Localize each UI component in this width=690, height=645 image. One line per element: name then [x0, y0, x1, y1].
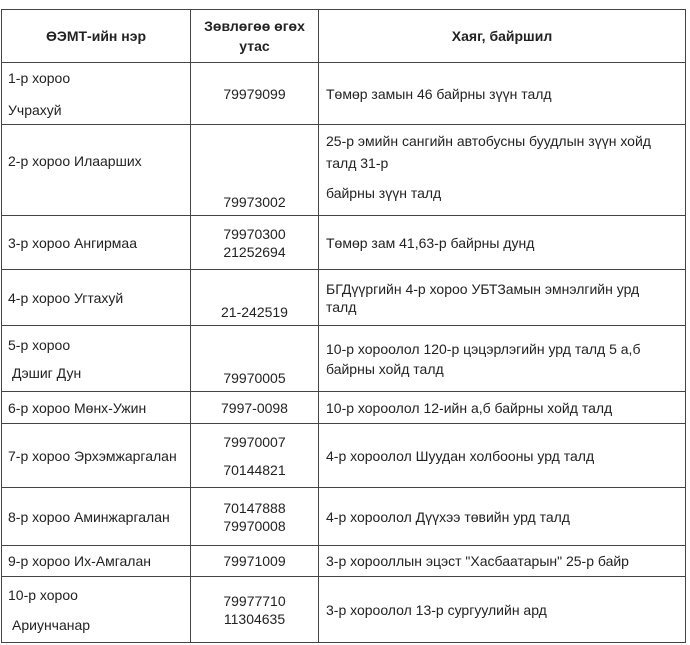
address-line2: байрны хойд талд [326, 360, 444, 377]
table-row [2, 125, 686, 216]
cell-address [319, 216, 686, 270]
cell-phone [191, 270, 319, 326]
phone-line2: 70144821 [223, 461, 286, 478]
header-phone-line2: утас [239, 38, 270, 54]
cell-name [2, 488, 191, 546]
cell-phone [191, 577, 319, 643]
phone-line2: 21252694 [223, 243, 286, 260]
phone-line1: 7997-0098 [221, 399, 288, 416]
phone-line1: 79971009 [223, 553, 286, 569]
name-line1: 3-р хороо Ангирмаа [8, 234, 137, 251]
name-line1: 4-р хороо Угтахуй [8, 289, 124, 306]
table-row [2, 216, 686, 270]
phone-line1: 79970007 [223, 433, 286, 450]
header-name: ӨЭМТ-ийн нэр [2, 10, 191, 63]
table-row [2, 488, 686, 546]
address-line2: талд 31-р [326, 155, 389, 171]
cell-name [2, 326, 191, 392]
cell-phone [191, 488, 319, 546]
address-line1: 10-р хороолол 120-р цэцэрлэгийн урд талд 5 а,б [326, 340, 641, 357]
name-line1: 7-р хороо Эрхэмжаргалан [8, 447, 177, 464]
cell-name [2, 546, 191, 577]
header-phone [191, 10, 319, 63]
phone-line1: 21-242519 [221, 304, 288, 320]
table-row [2, 326, 686, 392]
cell-address [319, 63, 686, 125]
cell-phone [191, 424, 319, 488]
table-header-row [2, 10, 686, 63]
header-phone-line1: Зөвлөгөө өгөх [204, 18, 305, 34]
name-line1: 6-р хороо Мөнх-Ужин [8, 399, 147, 416]
name-line2: Дэшиг Дун [12, 364, 82, 381]
cell-address [319, 546, 686, 577]
cell-address [319, 392, 686, 424]
address-line1: Төмөр зам 41,63-р байрны дунд [326, 234, 535, 251]
phone-line1: 79977710 [223, 592, 286, 609]
header-address: Хаяг, байршил [319, 10, 686, 63]
address-line1: 4-р хороолол Шуудан холбооны урд талд [326, 447, 595, 464]
cell-name [2, 125, 191, 216]
address-line1: 3-р хорооллын эцэст "Хасбаатарын" 25-р байр [326, 553, 629, 569]
address-line3: байрны зүүн талд [326, 185, 442, 201]
name-line1: 9-р хороо Их-Амгалан [8, 553, 151, 569]
cell-phone [191, 125, 319, 216]
cell-name [2, 216, 191, 270]
table-row [2, 270, 686, 326]
cell-phone [191, 63, 319, 125]
address-line1: БГДүүргийн 4-р хороо УБТЗамын эмнэлгийн урд [326, 280, 640, 297]
organization-table [1, 9, 686, 643]
name-line1: 10-р хороо [8, 586, 78, 603]
cell-phone [191, 216, 319, 270]
table-row [2, 392, 686, 424]
table-row [2, 424, 686, 488]
address-line1: Төмөр замын 46 байрны зүүн талд [326, 85, 552, 102]
phone-line1: 79973002 [223, 194, 286, 210]
table-row [2, 546, 686, 577]
name-line2: Ариунчанар [12, 616, 91, 633]
cell-name [2, 392, 191, 424]
cell-address [319, 577, 686, 643]
address-line1: 25-р эмийн сангийн автобусны буудлын зүүн хойд [326, 133, 651, 149]
phone-line1: 79979099 [223, 85, 286, 102]
name-line1: 1-р хороо [8, 69, 71, 86]
name-line1: 5-р хороо [8, 336, 71, 353]
cell-name [2, 63, 191, 125]
address-line1: 3-р хороолол 13-р сургуулийн ард [326, 601, 547, 618]
table-row [2, 577, 686, 643]
cell-phone [191, 326, 319, 392]
phone-line1: 79970300 [223, 225, 286, 242]
cell-name [2, 577, 191, 643]
phone-line2: 11304635 [223, 610, 286, 627]
cell-address [319, 125, 686, 216]
address-line1: 10-р хороолол 12-ийн а,б байрны хойд талд [326, 399, 613, 416]
name-line1: 8-р хороо Аминжаргалан [8, 508, 170, 525]
cell-name [2, 270, 191, 326]
cell-name [2, 424, 191, 488]
cell-phone [191, 546, 319, 577]
address-line2: талд [326, 298, 357, 315]
name-line1: 2-р хороо Илаарших [8, 153, 142, 169]
name-line2: Учрахуй [8, 101, 62, 118]
phone-line2: 79970008 [223, 517, 286, 534]
table-row [2, 63, 686, 125]
address-line1: 4-р хороолол Дүүхээ төвийн урд талд [326, 508, 570, 525]
phone-line1: 70147888 [223, 499, 286, 516]
cell-address [319, 424, 686, 488]
cell-address [319, 326, 686, 392]
phone-line1: 79970005 [223, 370, 286, 386]
cell-phone [191, 392, 319, 424]
cell-address [319, 270, 686, 326]
cell-address [319, 488, 686, 546]
